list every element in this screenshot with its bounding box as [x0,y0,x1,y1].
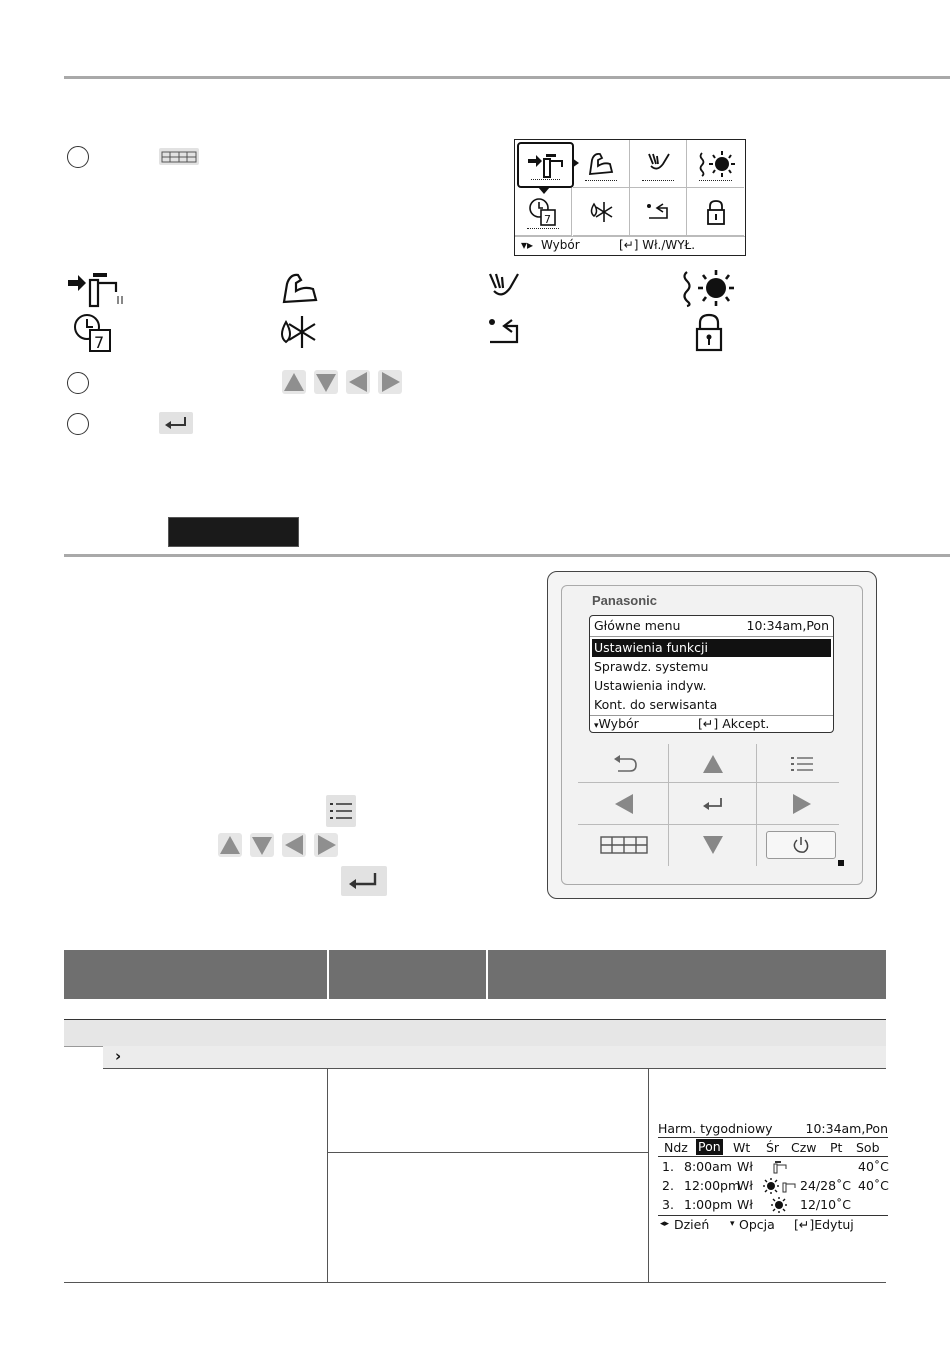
enter-icon [699,794,727,814]
schedule-header [658,1119,888,1138]
day-tab-fri[interactable]: Pt [830,1140,843,1155]
icon-menu-footer: ▾▸ Wybór [↵] Wł./WYŁ. [515,236,745,255]
function-icon-menu-screen [514,139,746,256]
tap-icon [526,151,566,179]
row-room-temps: 12/10˚C [800,1197,852,1212]
left-button[interactable] [579,784,668,824]
subgroup-marker: › [115,1047,122,1065]
sun-tap-icon [763,1178,799,1194]
schedule-row-1[interactable] [658,1157,888,1176]
legend-heater-sun-icon [678,268,738,312]
sun-icon [771,1197,787,1213]
tap-icon [772,1160,790,1174]
legend-hand-icon [484,270,524,310]
table-col-divider-1 [327,1068,328,1282]
hand-icon [643,150,673,178]
weekly-timer-icon [528,197,558,227]
up-arrow-key-2 [218,833,242,857]
row-num: 3. [662,1197,674,1212]
row-time: 1:00pm [684,1197,733,1212]
legend-return-icon [484,314,524,354]
row-tank-temp: 40˚C [858,1159,889,1174]
table-subgroup-row [103,1046,886,1069]
lcd-time: 10:34am,Pon [746,618,829,633]
row-state: Wł [737,1159,753,1174]
footer-option-label: Opcja [739,1217,775,1232]
svg-text:7: 7 [94,333,105,352]
quick-menu-button[interactable] [579,825,668,865]
defrost-icon [586,198,616,226]
lcd-footer: ▾Wybór [↵] Akcept. [594,716,770,731]
row-time: 12:00pm [684,1178,741,1193]
legend-strong-arm-icon [280,270,322,310]
lcd-screen [589,615,834,733]
lcd-menu-item-3[interactable]: Ustawienia indyw. [594,678,707,693]
down-arrow-key-2 [250,833,274,857]
back-button[interactable] [579,744,668,784]
menu-cell-lock [687,188,744,236]
row-room-temps: 24/28˚C [800,1178,852,1193]
remote-controller [547,571,877,899]
step-3-circle [67,413,89,435]
table-group-row [64,1019,886,1047]
power-icon [792,836,810,854]
right-button[interactable] [757,784,846,824]
footer-select-label: Wybór [541,238,580,252]
step-2-circle [67,372,89,394]
top-divider [64,76,950,79]
left-arrow-key [346,370,370,394]
table-row-divider [327,1152,648,1153]
menu-list-icon [789,754,815,774]
lcd-header [594,617,829,635]
table-header-col-1 [64,950,327,999]
enter-key [159,412,193,434]
menu-cell-tap [517,142,574,188]
menu-list-key [326,795,356,827]
table-header-col-2 [329,950,486,999]
menu-cell-defrost [573,188,630,236]
up-arrow-key [282,370,306,394]
menu-cell-heater [687,140,744,188]
left-arrow-key-2 [282,833,306,857]
legend-lock-icon [692,312,726,356]
grid-menu-key [159,148,199,165]
day-tab-sun[interactable]: Ndz [664,1140,688,1155]
back-icon [610,753,638,775]
day-tabs [658,1138,888,1157]
schedule-row-2[interactable] [658,1176,888,1195]
day-tab-wed[interactable]: Śr [766,1140,780,1155]
strong-arm-icon [586,150,616,178]
lcd-footer-accept: [↵] Akcept. [698,716,770,731]
footer-day-label: Dzień [674,1217,710,1232]
day-tab-sat[interactable]: Sob [856,1140,880,1155]
power-button[interactable] [766,831,836,859]
right-arrow-key-2 [314,833,338,857]
table-bottom-border [64,1282,886,1283]
row-num: 1. [662,1159,674,1174]
row-num: 2. [662,1178,674,1193]
enter-button[interactable] [668,784,757,824]
footer-toggle-label: [↵] Wł./WYŁ. [619,238,696,252]
enter-key-2 [341,866,387,896]
day-tab-tue[interactable]: Wt [733,1140,751,1155]
menu-cell-weekly-timer [515,188,572,236]
schedule-time: 10:34am,Pon [805,1121,888,1136]
up-button[interactable] [668,744,757,784]
down-button[interactable] [668,825,757,865]
down-arrow-key [314,370,338,394]
lcd-title: Główne menu [594,618,681,633]
legend-weekly-timer-icon [72,312,114,358]
row-state: Wł [737,1197,753,1212]
indicator-led [838,860,844,866]
legend-defrost-icon [274,312,322,358]
menu-cell-return [630,188,687,236]
lcd-footer-select: Wybór [598,716,639,731]
schedule-footer: ◂▸ Dzień ▾ Opcja [↵]Edytuj [660,1217,854,1232]
section-divider [64,554,950,557]
right-arrow-key [378,370,402,394]
schedule-title: Harm. tygodniowy [658,1121,773,1136]
row-state: Wł [737,1178,753,1193]
table-header-col-3 [488,950,886,999]
svg-text:7: 7 [544,212,551,226]
lock-icon [704,198,728,226]
table-col-divider-2 [648,1068,649,1282]
row-tank-temp: 40˚C [858,1178,889,1193]
row-time: 8:00am [684,1159,732,1174]
step-1-circle [67,146,89,168]
lcd-menu-item-2[interactable]: Sprawdz. systemu [594,659,709,674]
brand-logo: Panasonic [592,593,658,608]
legend-tap-icon [66,270,124,312]
footer-edit-label: [↵]Edytuj [794,1217,854,1232]
heater-sun-icon [696,150,736,178]
schedule-row-3[interactable] [658,1195,888,1214]
menu-cell-powerful [573,140,630,188]
menu-cell-quiet [630,140,687,188]
grid-icon [599,834,649,856]
menu-button[interactable] [757,744,846,784]
lcd-menu-item-1[interactable]: Ustawienia funkcji [592,639,831,657]
black-label-bar [168,517,299,547]
day-tab-mon[interactable]: Pon [698,1139,721,1154]
return-icon [643,198,673,226]
lcd-menu-item-4[interactable]: Kont. do serwisanta [594,697,718,712]
day-tab-thu[interactable]: Czw [791,1140,817,1155]
